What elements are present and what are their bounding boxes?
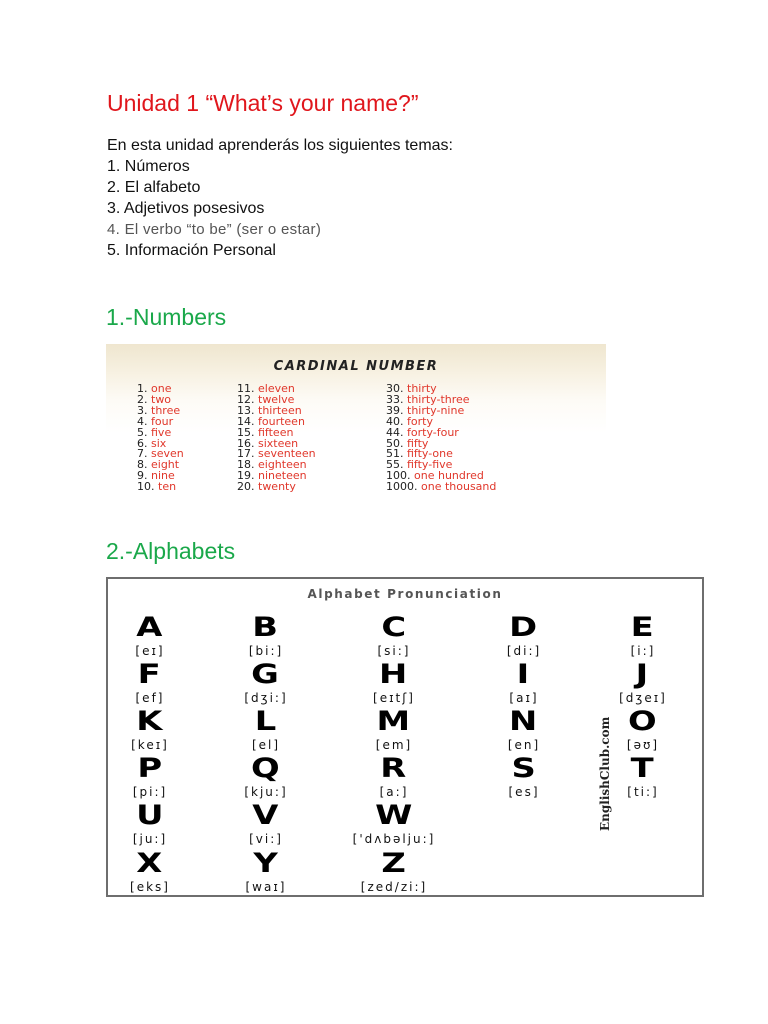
- topics-list: [107, 135, 453, 261]
- letter: M: [376, 706, 412, 737]
- number-word: fifty: [407, 436, 429, 450]
- letter-cell: [469, 661, 579, 705]
- pronunciation: [i:]: [630, 644, 656, 658]
- letter: R: [380, 753, 408, 784]
- number-digit: 33.: [386, 392, 407, 406]
- number-word: eleven: [258, 382, 295, 395]
- alphabet-title: Alphabet Pronunciation: [307, 587, 503, 601]
- number-row: [386, 482, 496, 493]
- number-digit: 16.: [237, 436, 258, 450]
- number-digit: 13.: [237, 403, 258, 417]
- number-word: nineteen: [258, 469, 307, 483]
- topic-item: 5. Información Personal: [107, 242, 276, 259]
- numbers-column-1: [137, 384, 184, 493]
- letter-cell: [469, 614, 579, 658]
- number-word: nine: [151, 469, 175, 483]
- number-word: fifty-five: [407, 458, 453, 472]
- letter-cell: [211, 850, 321, 894]
- pronunciation: [es]: [508, 785, 540, 799]
- number-word: six: [151, 436, 167, 450]
- number-digit: 51.: [386, 447, 407, 461]
- letter: B: [252, 612, 280, 643]
- number-word: eighteen: [258, 458, 307, 472]
- number-word: thirteen: [258, 403, 302, 417]
- letter: Y: [253, 848, 279, 879]
- number-digit: 15.: [237, 425, 258, 439]
- pronunciation: [ti:]: [627, 785, 659, 799]
- pronunciation: [aɪ]: [509, 691, 539, 705]
- pronunciation: ['dʌbəlju:]: [352, 832, 436, 846]
- numbers-column-3: [386, 384, 496, 493]
- letter: U: [135, 800, 165, 831]
- letter-cell: [588, 661, 698, 705]
- letter-cell: [339, 755, 449, 799]
- number-digit: 30.: [386, 382, 407, 395]
- number-word: fourteen: [258, 414, 305, 428]
- letter-cell: [339, 661, 449, 705]
- letter-cell: [95, 850, 205, 894]
- alphabet-heading: 2.-Alphabets: [106, 538, 236, 564]
- topic-item: 2. El alfabeto: [107, 179, 201, 196]
- page-title: Unidad 1 “What’s your name?”: [107, 90, 419, 116]
- number-word: thirty-three: [407, 392, 470, 406]
- number-word: two: [151, 392, 172, 406]
- number-row: [237, 482, 316, 493]
- pronunciation: [eɪtʃ]: [373, 691, 415, 705]
- number-digit: 4.: [137, 414, 151, 428]
- letter: K: [136, 706, 164, 737]
- numbers-heading: 1.-Numbers: [106, 304, 227, 330]
- number-word: three: [151, 403, 181, 417]
- letter: Z: [381, 848, 407, 879]
- number-digit: 11.: [237, 382, 258, 395]
- number-digit: 8.: [137, 458, 151, 472]
- pronunciation: [di:]: [506, 644, 542, 658]
- letter: G: [251, 659, 281, 690]
- letter: V: [252, 800, 280, 831]
- number-digit: 12.: [237, 392, 258, 406]
- letter: X: [136, 848, 164, 879]
- watermark: EnglishClub.com: [598, 716, 612, 831]
- pronunciation: [waɪ]: [245, 880, 287, 894]
- letter-cell: [469, 708, 579, 752]
- number-word: seven: [151, 447, 184, 461]
- letter-cell: [339, 614, 449, 658]
- letter-cell: [211, 755, 321, 799]
- number-word: thirty: [407, 382, 437, 395]
- number-word: fifty-one: [407, 447, 453, 461]
- number-digit: 55.: [386, 458, 407, 472]
- letter: P: [136, 753, 163, 784]
- pronunciation: [kju:]: [244, 785, 288, 799]
- letter: W: [374, 800, 414, 831]
- letter-cell: [588, 708, 698, 752]
- letter: C: [380, 612, 408, 643]
- number-digit: 1.: [137, 382, 151, 395]
- number-word: four: [151, 414, 174, 428]
- numbers-column-2: [237, 384, 316, 493]
- number-digit: 18.: [237, 458, 258, 472]
- number-word: one thousand: [421, 480, 497, 494]
- pronunciation: [bi:]: [248, 644, 284, 658]
- number-digit: 39.: [386, 403, 407, 417]
- number-digit: 9.: [137, 469, 151, 483]
- letter: O: [628, 706, 658, 737]
- number-digit: 40.: [386, 414, 407, 428]
- letter: T: [630, 753, 656, 784]
- pronunciation: [eɪ]: [135, 644, 165, 658]
- number-word: one: [151, 382, 172, 395]
- number-digit: 3.: [137, 403, 151, 417]
- letter-cell: [588, 755, 698, 799]
- pronunciation: [si:]: [377, 644, 411, 658]
- letter-cell: [95, 614, 205, 658]
- number-word: twelve: [258, 392, 295, 406]
- number-digit: 44.: [386, 425, 407, 439]
- letter: L: [254, 706, 278, 737]
- pronunciation: [keɪ]: [131, 738, 169, 752]
- alphabet-pronunciation-image: [106, 577, 704, 897]
- cardinal-number-image: [106, 344, 606, 506]
- number-digit: 1000.: [386, 480, 421, 494]
- letter-cell: [211, 802, 321, 846]
- number-word: sixteen: [258, 436, 299, 450]
- number-word: twenty: [258, 480, 296, 494]
- letter: A: [136, 612, 164, 643]
- letter-cell: [95, 708, 205, 752]
- letter: F: [137, 659, 163, 690]
- letter: I: [517, 659, 531, 690]
- cardinal-title: CARDINAL NUMBER: [273, 359, 439, 374]
- letter-cell: [95, 802, 205, 846]
- pronunciation: [eks]: [130, 880, 170, 894]
- number-digit: 17.: [237, 447, 258, 461]
- letter-cell: [339, 708, 449, 752]
- letter-cell: [339, 802, 449, 846]
- number-digit: 6.: [137, 436, 151, 450]
- number-word: forty-four: [407, 425, 459, 439]
- number-digit: 50.: [386, 436, 407, 450]
- topic-item: 3. Adjetivos posesivos: [107, 200, 265, 217]
- letter: Q: [251, 753, 281, 784]
- letter-cell: [211, 614, 321, 658]
- letter-cell: [588, 614, 698, 658]
- number-word: one hundred: [414, 469, 484, 483]
- number-digit: 5.: [137, 425, 151, 439]
- topic-item: 1. Números: [107, 158, 190, 175]
- letter-cell: [339, 850, 449, 894]
- letter: E: [630, 612, 656, 643]
- number-word: ten: [158, 480, 177, 494]
- pronunciation: [en]: [507, 738, 541, 752]
- number-digit: 20.: [237, 480, 258, 494]
- pronunciation: [ef]: [135, 691, 165, 705]
- letter: H: [379, 659, 409, 690]
- pronunciation: [ju:]: [132, 832, 168, 846]
- number-digit: 10.: [137, 480, 158, 494]
- number-word: seventeen: [258, 447, 316, 461]
- number-digit: 100.: [386, 469, 414, 483]
- number-word: forty: [407, 414, 433, 428]
- number-word: fifteen: [258, 425, 294, 439]
- number-word: thirty-nine: [407, 403, 465, 417]
- letter: J: [636, 659, 650, 690]
- letter: D: [509, 612, 539, 643]
- number-word: five: [151, 425, 172, 439]
- letter-cell: [95, 755, 205, 799]
- intro-text: En esta unidad aprenderás los siguientes temas:: [107, 137, 453, 154]
- number-digit: 19.: [237, 469, 258, 483]
- number-digit: 7.: [137, 447, 151, 461]
- pronunciation: [a:]: [379, 785, 409, 799]
- pronunciation: [em]: [375, 738, 413, 752]
- letter-cell: [95, 661, 205, 705]
- letter: N: [509, 706, 539, 737]
- pronunciation: [vi:]: [249, 832, 283, 846]
- number-word: eight: [151, 458, 180, 472]
- pronunciation: [el]: [251, 738, 281, 752]
- pronunciation: [pi:]: [132, 785, 168, 799]
- letter: S: [511, 753, 537, 784]
- pronunciation: [zed/zi:]: [360, 880, 428, 894]
- topic-item: 4. El verbo “to be” (ser o estar): [107, 221, 322, 238]
- letter-cell: [469, 755, 579, 799]
- pronunciation: [dʒi:]: [244, 691, 288, 705]
- letter-cell: [211, 661, 321, 705]
- pronunciation: [dʒeɪ]: [619, 691, 667, 705]
- letter-cell: [211, 708, 321, 752]
- number-row: [137, 482, 184, 493]
- number-digit: 2.: [137, 392, 151, 406]
- number-digit: 14.: [237, 414, 258, 428]
- pronunciation: [əʊ]: [626, 738, 660, 752]
